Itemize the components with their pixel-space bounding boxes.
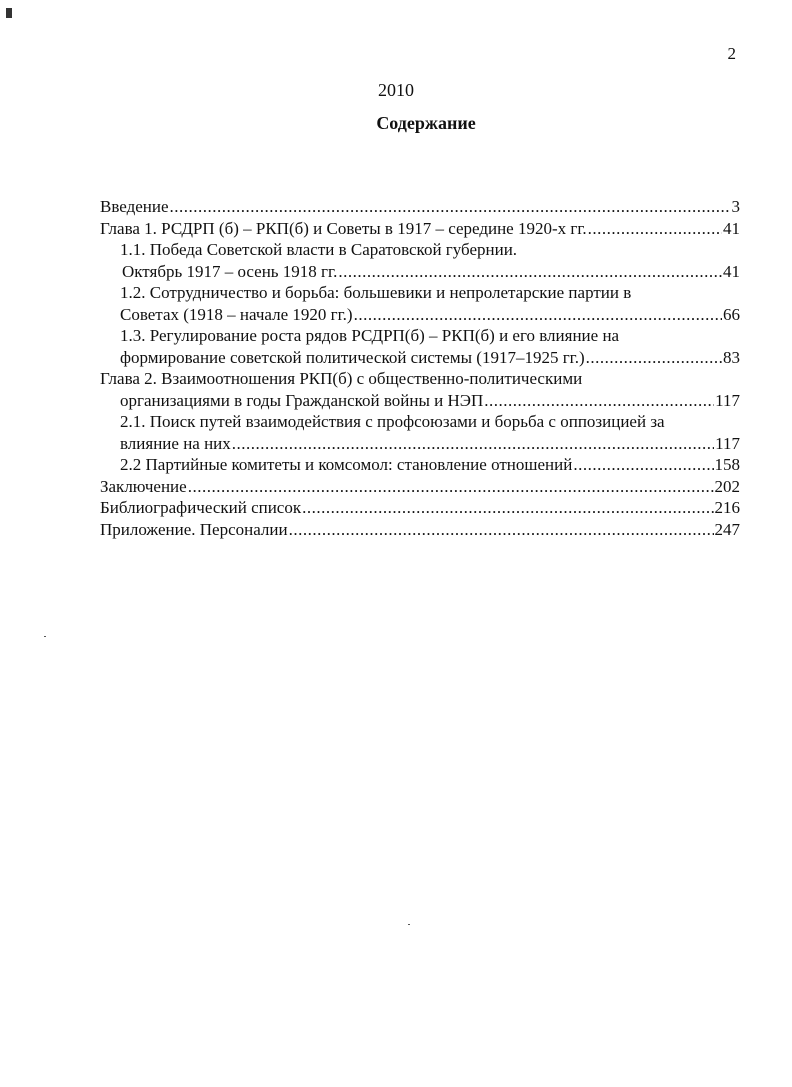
toc-page-number: 117 [715, 433, 740, 453]
dot-leader [573, 454, 713, 476]
dot-leader [302, 497, 713, 519]
dot-leader [586, 347, 722, 369]
toc-entry-intro [100, 196, 740, 218]
dot-leader [289, 519, 714, 541]
toc-page-number: 83 [723, 347, 740, 367]
toc-page-number: 66 [723, 304, 740, 324]
toc-page-number: 158 [714, 455, 740, 474]
toc-entry-text: влияние на них [120, 433, 231, 453]
toc-entry-text: Введение [100, 197, 169, 216]
toc-entry-section-1-1 [100, 261, 740, 283]
dot-leader [170, 196, 731, 218]
page-title: Содержание [376, 113, 476, 133]
page-number: 2 [727, 44, 736, 63]
toc-entry-bibliography [100, 497, 740, 519]
scan-artifact [44, 636, 46, 637]
toc-entry-text: Приложение. Персоналии [100, 519, 288, 539]
toc-page-number: 247 [714, 519, 740, 539]
toc-entry-text: формирование советской политической системы (1917–1925 гг.) [120, 347, 585, 367]
scan-artifact [6, 8, 12, 18]
toc-entry-text: Заключение [100, 476, 187, 496]
toc-page-number: 41 [723, 261, 740, 281]
dot-leader [484, 390, 714, 412]
toc-entry-text: 2.2 Партийные комитеты и комсомол: становление отношений [120, 455, 573, 474]
toc-entry-text: Глава 1. РСДРП (б) – РКП(б) и Советы в 1917 – середине 1920-х гг. [100, 218, 587, 238]
dot-leader [588, 218, 722, 240]
toc-entry-section-1-2 [100, 304, 740, 326]
toc-entry-section-2-2 [100, 454, 740, 476]
toc-entry-chapter-2 [100, 390, 740, 412]
toc-entry-section-1-2-line1: 1.2. Сотрудничество и борьба: большевики и непролетарские партии в [120, 283, 632, 302]
scan-artifact [408, 924, 410, 925]
table-of-contents [100, 196, 740, 540]
toc-entry-text: организациями в годы Гражданской войны и НЭП [120, 390, 484, 410]
toc-page-number: 117 [715, 390, 740, 410]
toc-entry-text: Библиографический список [100, 498, 302, 517]
dot-leader [354, 304, 722, 326]
toc-page-number: 216 [714, 498, 740, 517]
toc-page-number: 3 [731, 197, 740, 216]
toc-entry-appendix [100, 519, 740, 541]
year: 2010 [378, 80, 414, 100]
dot-leader [232, 433, 714, 455]
toc-entry-text: Октябрь 1917 – осень 1918 гг. [122, 261, 338, 281]
toc-entry-section-1-3-line1: 1.3. Регулирование роста рядов РСДРП(б) – РКП(б) и его влияние на [120, 326, 620, 345]
toc-entry-chapter-1 [100, 218, 740, 240]
dot-leader [338, 261, 722, 283]
toc-entry-text: Советах (1918 – начале 1920 гг.) [120, 304, 353, 324]
dot-leader [188, 476, 714, 498]
toc-entry-conclusion [100, 476, 740, 498]
toc-entry-chapter-2-line1: Глава 2. Взаимоотношения РКП(б) с общественно-политическими [100, 369, 583, 388]
toc-page-number: 41 [723, 218, 740, 238]
toc-entry-section-1-3 [100, 347, 740, 369]
toc-entry-section-1-1-line1: 1.1. Победа Советской власти в Саратовской губернии. [120, 240, 518, 259]
toc-entry-section-2-1-line1: 2.1. Поиск путей взаимодействия с профсоюзами и борьба с оппозицией за [120, 412, 665, 431]
toc-entry-section-2-1 [100, 433, 740, 455]
toc-page-number: 202 [714, 476, 740, 496]
